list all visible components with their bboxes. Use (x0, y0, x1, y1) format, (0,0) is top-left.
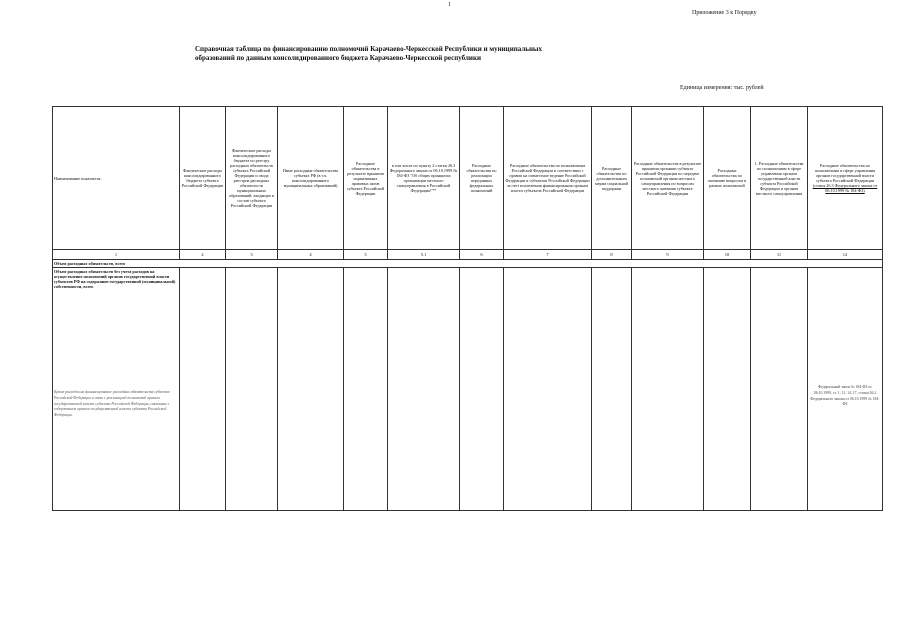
row-total-label: Объем расходных обязательств, всего (53, 260, 883, 268)
header-cell-text: Расходные обязательства по полномочиям в сфере управления органов государственной власти субъекта Российской Федерации (814, 163, 876, 183)
table-cell (751, 268, 808, 511)
header-cell: Расходные обязательства по дополнительным мерам социальной поддержки (592, 107, 632, 250)
column-number: 1 (53, 250, 180, 260)
header-cell: Фактические расходы консолидированного бюджета субъекта Российской Федерации (180, 107, 226, 250)
table-cell (278, 268, 344, 511)
header-cell: Фактические расходы консолидированного бюджета по реестру расходных обязательств субъекта Российской Федерации и свода реестров расходных обязательств муниципальных образований, входящих в состав субъекта Российской Федерации (226, 107, 278, 250)
table-cell (504, 268, 592, 511)
title-line-1: Справочная таблица по финансированию полномочий Карачаево-Черкесской Республики и муниципальных (195, 45, 542, 53)
header-cell: Расходные обязательства в результате принятия нормативных правовых актов субъекта Российской Федерации (344, 107, 388, 250)
header-cell: в том числе по пункту 2 статьи 26.3 Федерального закона от 06.10.1999 № 184-ФЗ "Об общих принципах организации местного самоуправления в Российской Федерации"** (388, 107, 460, 250)
column-number: 11 (751, 250, 808, 260)
column-number: 7 (504, 250, 592, 260)
header-row (53, 107, 883, 250)
financing-table (52, 106, 883, 511)
column-number: 9 (632, 250, 704, 260)
header-cell: 1. Расходные обязательства по полномочиям в сфере управления органов государственной власти субъекта Российской Федерации и органов местного самоуправления (751, 107, 808, 250)
column-number-row (53, 250, 883, 260)
table-cell (226, 268, 278, 511)
column-number: 4 (278, 250, 344, 260)
column-number: 6 (460, 250, 504, 260)
units-label: Единица измерения: тыс. рублей (680, 85, 764, 91)
table-cell (632, 268, 704, 511)
column-number: 12 (808, 250, 883, 260)
table-cell (808, 268, 883, 511)
row-detail-cell (53, 268, 180, 511)
table-cell (344, 268, 388, 511)
row-detail-last-note: Федеральный закон № 184-ФЗ от 06.10.1999, ст. 1, 11, 14, 17, статья 26.2 Федерального закона от 06.10.1999 № 184-ФЗ (810, 385, 880, 407)
row-detail-note: Кроме расходов на финансирование расходных обязательств субъекта Российской Федерации в связи с реализацией полномочий органов государственной власти субъекта Российской Федерации, связанных с содержанием органов государственной власти субъекта Российской Федерации. (54, 390, 170, 418)
table-cell (592, 268, 632, 511)
table-cell (460, 268, 504, 511)
table-cell (704, 268, 751, 511)
appendix-label: Приложение 3 к Порядку (692, 10, 757, 16)
header-cell (808, 107, 883, 250)
column-number: 8 (592, 250, 632, 260)
header-cell: Расходные обязательства по оказанию вопросам в рамках полномочий (704, 107, 751, 250)
column-number: 5.1 (388, 250, 460, 260)
page-number: 1 (448, 2, 451, 8)
document-title (195, 45, 615, 63)
column-number: 3 (226, 250, 278, 260)
table-row (53, 268, 883, 511)
table-cell (180, 268, 226, 511)
row-detail-label: Объем расходных обязательств без учета расходов на осуществление полномочий органов государственной власти субъектов РФ на содержание государственной (муниципальной) собственности, всего (54, 269, 176, 289)
table-cell (388, 268, 460, 511)
header-cell: Наименование показателя (53, 107, 180, 250)
header-cell: Расходные обязательства по полномочиям Российской Федерации в соответствии с правом на совместное ведение Российской Федерации и субъектов Российской Федерации за счет исключения финансирования органам власти субъектов Российской Федерации (504, 107, 592, 250)
header-cell: Расходные обязательства в результате принятия органами субъекта Российской Федерации по передаче полномочий органам местного самоуправления по вопросам местного значения субъекта Российской Федерации (632, 107, 704, 250)
column-number: 5 (344, 250, 388, 260)
header-cell: Расходные обязательства по реализации переданных федеральных полномочий (460, 107, 504, 250)
header-cell-note: (статья 26.3 Федерального закона от 06.10.1999 № 184-ФЗ) (812, 183, 878, 193)
header-cell: Иные расходные обязательства субъекта РФ (в т.ч. консолидированного муниципальных образований) (278, 107, 344, 250)
column-number: 10 (704, 250, 751, 260)
column-number: 2 (180, 250, 226, 260)
table-row (53, 260, 883, 268)
title-line-2: образований по данным консолидированного бюджета Карачаево-Черкесской республики (195, 54, 482, 62)
